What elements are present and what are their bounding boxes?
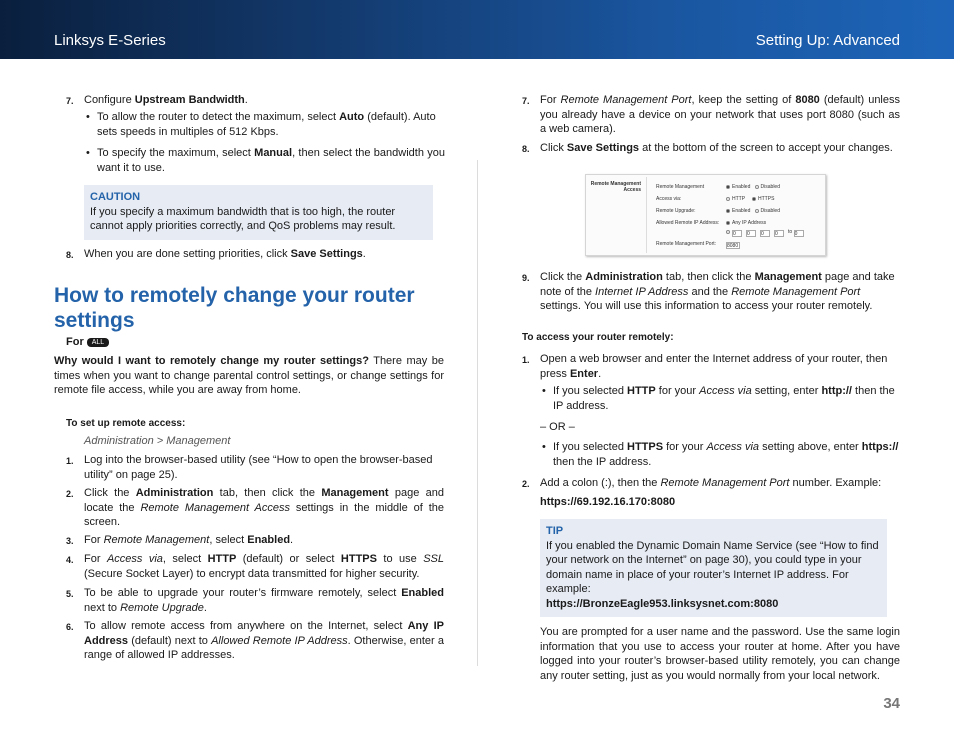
shot-row-remote-mgmt: Remote Management — [656, 184, 705, 190]
step-number: 1. — [522, 355, 530, 365]
step-access-via: For Access via, select HTTP (default) or select HTTPS to use SSL (Secure Socket Layer) to encrypt data transmitted for higher security. — [84, 553, 445, 580]
radio-icon — [755, 209, 759, 213]
bullet-dot: • — [86, 111, 90, 123]
all-badge: ALL — [87, 338, 109, 347]
caution-box — [84, 185, 433, 240]
tip-url: https://BronzeEagle953.linksysnet.com:8080 — [546, 597, 779, 610]
step-click-save: Click Save Settings at the bottom of the screen to accept your changes. — [540, 142, 893, 154]
step-number: 6. — [66, 622, 74, 632]
step-save: When you are done setting priorities, click Save Settings. — [84, 248, 366, 260]
shot-row-allowed-ip: Allowed Remote IP Address: — [656, 220, 720, 226]
tip-box — [540, 519, 887, 617]
step-number: 2. — [66, 489, 74, 499]
setup-title: To set up remote access: — [66, 418, 186, 429]
step-number: 8. — [66, 250, 74, 260]
shot-row-port: Remote Management Port: — [656, 241, 717, 247]
tip-title: TIP — [546, 525, 564, 537]
shot-ip-range: 0 0 0 0 to 0 — [726, 229, 808, 237]
remote-management-screenshot — [585, 174, 826, 256]
why-paragraph: Why would I want to remotely change my router settings? There may be times when you want to change parental control settings, or change settings for remote file access, while you are away from home. — [54, 355, 444, 397]
step-number: 4. — [66, 555, 74, 565]
step-remote-mgmt: For Remote Management, select Enabled. — [84, 534, 294, 546]
step-number: 1. — [66, 456, 74, 466]
for-line: For ALL — [66, 335, 109, 350]
shot-allowed-ip-any: Any IP Address — [726, 220, 766, 226]
caution-text: If you specify a maximum bandwidth that is too high, the router cannot apply priorities correctly, and QoS problems may result. — [90, 205, 396, 233]
shot-remote-mgmt-options: Enabled Disabled — [726, 184, 780, 190]
bullet-dot: • — [542, 385, 546, 397]
tip-text: If you enabled the Dynamic Domain Name Service (see “How to find your network on the Internet” on page 30), you could type in your domain name in place of your router’s Internet IP address. For example: — [546, 539, 879, 596]
step-number: 9. — [522, 273, 530, 283]
step-admin-tab: Click the Administration tab, then click the Management page and locate the Remote Management Access settings in the middle of the screen. — [84, 487, 444, 529]
step-upstream: Configure Upstream Bandwidth. — [84, 94, 248, 106]
example-url: https://69.192.16.170:8080 — [540, 496, 676, 508]
column-divider — [477, 160, 478, 666]
bullet-https: If you selected HTTPS for your Access via setting above, enter https:// then the IP address. — [553, 441, 899, 468]
bullet-dot: • — [86, 147, 90, 159]
step-number: 7. — [66, 96, 74, 106]
shot-ip-box: 0 — [732, 230, 742, 237]
caution-title: CAUTION — [90, 191, 141, 203]
bullet-manual: To specify the maximum, select Manual, then select the bandwidth you want it to use. — [97, 147, 445, 174]
shot-upgrade-options: Enabled Disabled — [726, 208, 780, 214]
shot-row-remote-upgrade: Remote Upgrade: — [656, 208, 696, 214]
step-login: Log into the browser-based utility (see “How to open the browser-based utility” on page 25). — [84, 454, 433, 481]
radio-icon — [726, 197, 730, 201]
step-any-ip: To allow remote access from anywhere on the Internet, select Any IP Address (default) next to Allowed Remote IP Address. Otherwise, enter a range of allowed IP addresses. — [84, 620, 444, 662]
access-title: To access your router remotely: — [522, 332, 674, 343]
shot-divider — [646, 177, 647, 253]
shot-access-via-options: HTTP HTTPS — [726, 196, 774, 202]
radio-icon — [726, 185, 730, 189]
menu-path: Administration > Management — [84, 435, 231, 447]
shot-ip-box: 0 — [760, 230, 770, 237]
step-number: 8. — [522, 144, 530, 154]
bullet-auto: To allow the router to detect the maximum, select Auto (default). Auto sets speeds in multiples of 512 Kbps. — [97, 111, 436, 138]
closing-paragraph: You are prompted for a user name and the password. Use the same login information that you use to access your router at home. After you have logged into your router’s browser-based utility remotely, you can change any router setting, just as you would normally from your local network. — [540, 626, 900, 682]
page-number: 34 — [883, 695, 900, 712]
page-header — [0, 0, 954, 59]
shot-section-label: Remote Management Access — [590, 181, 641, 193]
radio-icon — [726, 230, 730, 234]
bullet-dot: • — [542, 441, 546, 453]
step-open-browser: Open a web browser and enter the Internet address of your router, then press Enter. — [540, 353, 888, 380]
step-add-colon: Add a colon (:), then the Remote Management Port number. Example: — [540, 477, 882, 489]
shot-port-value: 8080 — [727, 243, 739, 249]
radio-icon — [752, 197, 756, 201]
shot-ip-box: 0 — [774, 230, 784, 237]
step-number: 3. — [66, 536, 74, 546]
shot-ip-box: 0 — [746, 230, 756, 237]
shot-row-access-via: Access via: — [656, 196, 682, 202]
step-remote-upgrade: To be able to upgrade your router’s firmware remotely, select Enabled next to Remote Upgrade. — [84, 587, 444, 614]
bullet-http: If you selected HTTP for your Access via setting, enter http:// then the IP address. — [553, 385, 895, 412]
radio-icon — [755, 185, 759, 189]
step-number: 5. — [66, 589, 74, 599]
shot-ip-box: 0 — [794, 230, 804, 237]
step-take-note: Click the Administration tab, then click the Management page and take note of the Internet IP Address and the Remote Management Port settings. You will use this information to access your router remotely. — [540, 271, 895, 313]
step-port: For Remote Management Port, keep the setting of 8080 (default) unless you already have a device on your network that uses port 8080 (such as a web camera). — [540, 94, 900, 136]
step-number: 7. — [522, 96, 530, 106]
header-section: Setting Up: Advanced — [755, 32, 900, 49]
header-product: Linksys E-Series — [54, 32, 166, 49]
section-heading: How to remotely change your router settings — [54, 284, 415, 332]
radio-icon — [726, 221, 730, 225]
or-separator: – OR – — [540, 421, 575, 433]
radio-icon — [726, 209, 730, 213]
step-number: 2. — [522, 479, 530, 489]
